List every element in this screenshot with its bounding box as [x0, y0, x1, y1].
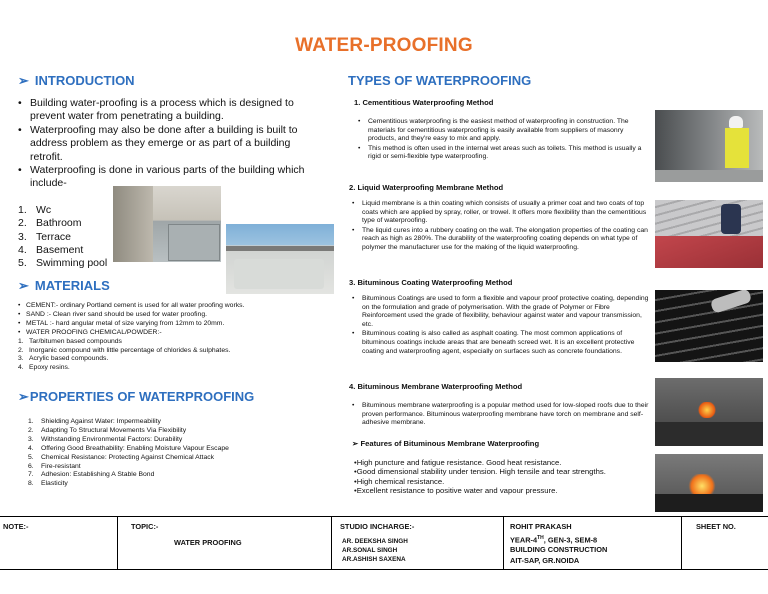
list-item: • METAL :- hard angular metal of size varying from 12mm to 20mm.: [18, 319, 225, 327]
sheet-cell: [682, 517, 768, 569]
title-block: [0, 516, 768, 570]
bathroom-photo: [113, 186, 221, 262]
list-item: 2. Inorganic compound with little percentage of chlorides & sulphates.: [18, 346, 231, 354]
list-item: • CEMENT:- ordinary Portland cement is used for all water proofing works.: [18, 302, 245, 309]
list-item: •Excellent resistance to positive water and vapour pressure.: [354, 485, 558, 495]
introduction-heading: ➢ INTRODUCTION: [18, 73, 135, 88]
places-list: [18, 204, 107, 270]
list-item: • Liquid membrane is a thin coating which consists of usually a primer coat and two coats of top coats which are applied by spray, roller, or trowel. It offers more flexibility than the cementitious type of waterproofing.: [352, 200, 650, 226]
introduction-list: [18, 97, 318, 191]
materials-list: [18, 302, 328, 373]
list-item: 8. Elasticity: [28, 480, 68, 488]
list-item: •High chemical resistance.: [354, 476, 445, 486]
topic-value: WATER PROOFING: [174, 538, 242, 547]
list-item: 6. Fire-resistant: [28, 462, 81, 470]
bituminous-coating-text: [352, 295, 650, 357]
list-item: • Waterproofing is done in various parts of the building which include-: [18, 164, 318, 191]
topic-label: TOPIC:-: [131, 522, 159, 531]
list-item: 1. Tar/bitumen based compounds: [18, 337, 122, 345]
materials-heading: ➢ MATERIALS: [18, 278, 110, 293]
list-item: 2. Adapting To Structural Movements Via Flexibility: [28, 426, 187, 434]
list-item: 1. Wc: [18, 204, 52, 216]
properties-heading: ➢PROPERTIES OF WATERPROOFING: [18, 389, 255, 404]
studio-names: AR. DEEKSHA SINGH AR.SONAL SINGH AR.ASHISH SAXENA: [342, 538, 408, 563]
student-info: ROHIT PRAKASH YEAR-4TH, GEN-3, SEM-8 BUILDING CONSTRUCTION AIT-SAP, GR.NOIDA: [510, 522, 608, 565]
student-cell: [504, 517, 682, 569]
cementitious-heading: 1. Cementitious Waterproofing Method: [354, 98, 494, 107]
list-item: • WATER PROOFING CHEMICAL/POWDER:-: [18, 328, 162, 336]
list-item: • Cementitious waterproofing is the easiest method of waterproofing in construction. The materials for cementitious waterproofing is easily available from suppliers of masonry products, and they're easy to mix and apply.: [358, 118, 650, 144]
list-item: 5. Swimming pool: [18, 257, 108, 270]
studio-label: STUDIO INCHARGE:-: [340, 522, 415, 531]
list-item: 4. Epoxy resins.: [18, 364, 70, 372]
arrow-icon: ➢: [18, 73, 29, 88]
list-item: • Bituminous Coatings are used to form a flexible and vapour proof protective coating, depending on the formulation and grade of polymerisation. With the grade of Polymer or Fibre Reinforcement used the grade of flexibility, behaviour against water and vapour transmission, etc.: [352, 295, 650, 329]
list-item: •High puncture and fatigue resistance. Good heat resistance.: [354, 458, 562, 467]
sheet-label: SHEET NO.: [696, 522, 736, 531]
cementitious-text: [358, 118, 650, 163]
studio-cell: [332, 517, 504, 569]
list-item: 4. Basement: [18, 243, 84, 256]
arrow-icon: ➢: [18, 389, 29, 404]
list-item: • Bituminous membrane waterproofing is a popular method used for low-sloped roofs due to their proven performance. Bituminous waterproofing membrane have torch on membrane and self-adhesive membrane.: [352, 402, 650, 428]
types-heading: TYPES OF WATERPROOFING: [348, 73, 532, 88]
list-item: • This method is often used in the internal wet areas such as toilets. This method is usually a rigid or semi-flexible type waterproofing.: [358, 145, 650, 162]
features-list: [354, 458, 654, 495]
list-item: 7. Adhesion: Establishing A Stable Bond: [28, 471, 155, 479]
list-item: 5. Chemical Resistance: Protecting Against Chemical Attack: [28, 453, 215, 461]
arrow-icon: ➢: [18, 278, 29, 293]
list-item: • Waterproofing may also be done after a building is built to address problem as they emerge or as part of a building retrofit.: [18, 124, 318, 164]
note-cell: [0, 517, 118, 569]
note-label: NOTE:-: [3, 522, 29, 531]
bituminous-membrane-text: [352, 402, 650, 429]
list-item: •Good dimensional stability under tension. High tensile and tear strengths.: [354, 467, 606, 477]
topic-cell: [118, 517, 332, 569]
bituminous-coating-photo: [655, 290, 763, 362]
bituminous-coating-heading: 3. Bituminous Coating Waterproofing Method: [349, 278, 513, 287]
features-heading: ➢ Features of Bituminous Membrane Waterproofing: [352, 439, 540, 448]
list-item: 2. Bathroom: [18, 217, 82, 230]
arrow-icon: ➢: [352, 439, 361, 448]
list-item: 1. Shielding Against Water: Impermeability: [28, 418, 161, 425]
list-item: • The liquid cures into a rubbery coating on the wall. The elongation properties of the coating can reach as high as 280%. The durability of the waterproofing coating depends on what type of polymer the manufacturer use for the making of the liquid waterproofing.: [352, 227, 650, 253]
list-item: 3. Acrylic based compounds.: [18, 355, 109, 363]
liquid-heading: 2. Liquid Waterproofing Membrane Method: [349, 183, 504, 192]
list-item: 3. Withstanding Environmental Factors: Durability: [28, 435, 183, 443]
membrane-torch-photo: [655, 454, 763, 512]
list-item: 4. Offering Good Breathability: Enabling Moisture Vapour Escape: [28, 444, 229, 452]
torch-photo: [655, 378, 763, 446]
list-item: • SAND :- Clean river sand should be used for water proofing.: [18, 310, 208, 318]
page-title: WATER-PROOFING: [295, 35, 473, 56]
liquid-text: [352, 200, 650, 254]
list-item: • Bituminous coating is also called as asphalt coating. The most common applications of bituminous coatings include areas that are beneath screed wet. It is an excellent protective coating and waterproofing agent, especially on surfaces such as concrete foundations.: [352, 330, 650, 356]
cementitious-photo: [655, 110, 763, 182]
list-item: 3. Terrace: [18, 230, 72, 243]
liquid-photo: [655, 200, 763, 268]
properties-list: [28, 418, 288, 489]
pool-photo: [226, 224, 334, 294]
list-item: • Building water-proofing is a process which is designed to prevent water from penetrating a building.: [18, 97, 318, 124]
bituminous-membrane-heading: 4. Bituminous Membrane Waterproofing Method: [349, 382, 523, 391]
